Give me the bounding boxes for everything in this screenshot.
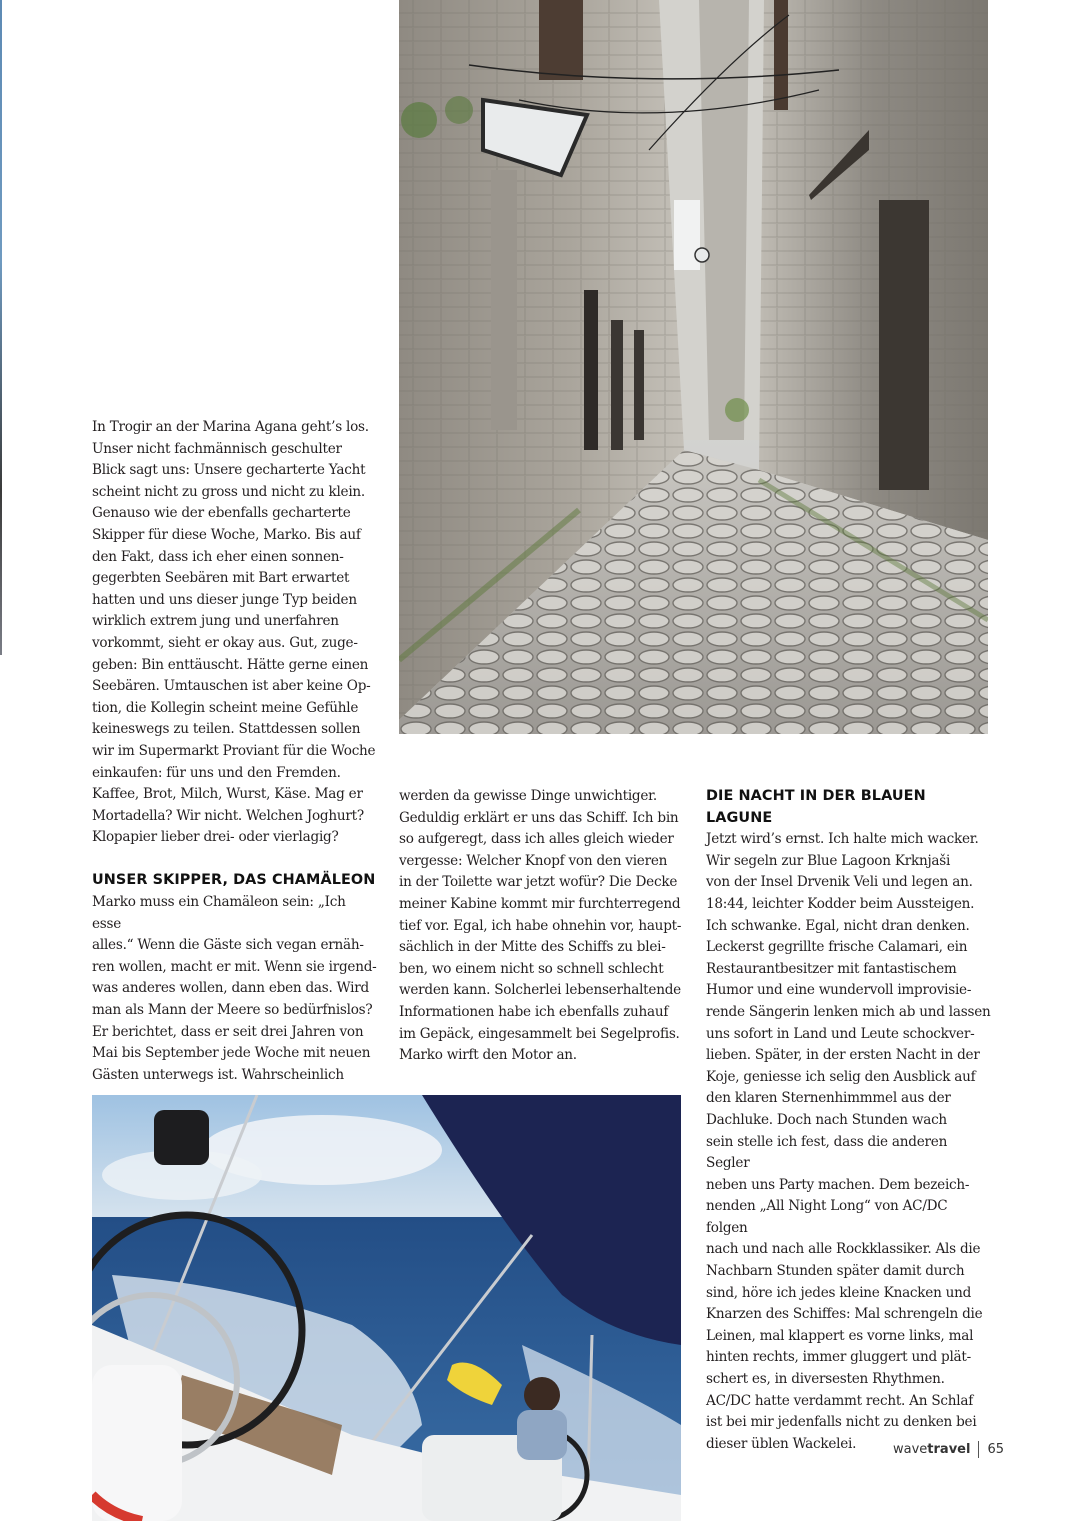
ship-paragraph: werden da gewisse Dinge unwichtiger. Geduldig erklärt er uns das Schiff. Ich bin so aufgeregt, dass ich alles gleich wieder vergesse: Welcher Knopf von den vieren in der Toilette war jetzt wofür? Die Decke meiner Kabine kommt mir furchterregend tief vor. Egal, ich habe ohnehin vor, haupt- sächlich in der Mitte des Schiffs zu blei- ben, wo einem nicht so schnell schlecht werden kann. Solcherlei lebenserhaltende Informationen habe ich ebenfalls zuhauf im Gepäck, eingesammelt bei Segelprofis. Marko wirft den Motor an.: [399, 788, 682, 1064]
previous-page-edge: [0, 0, 2, 655]
page-folio: [893, 1441, 1004, 1458]
article-column-1: [92, 417, 377, 1086]
article-column-3: [706, 786, 991, 1455]
skipper-paragraph: Marko muss ein Chamäleon sein: „Ich esse alles.“ Wenn die Gäste sich vegan ernäh- ren wollen, macht er mit. Wenn sie irgend- was anderes wollen, dann eben das. Wird man als Mann der Meere so bedürfnislos? Er berichtet, dass er seit drei Jahren von Mai bis September jede Woche mit neuen Gästen unterwegs ist. Wahrscheinlich: [92, 894, 377, 1083]
page-number: 65: [987, 1442, 1004, 1457]
article-column-2: [399, 786, 684, 1067]
section-heading-lagoon: DIE NACHT IN DER BLAUEN LAGUNE: [706, 788, 926, 826]
brand-travel: travel: [927, 1442, 971, 1457]
sailing-photo: [92, 1095, 681, 1521]
magazine-brand: [893, 1442, 970, 1457]
alley-photo: [399, 0, 988, 734]
lagoon-paragraph: Jetzt wird’s ernst. Ich halte mich wacker. Wir segeln zur Blue Lagoon Krknjaši von der Insel Drvenik Veli und legen an. 18:44, leichter Kodder beim Aussteigen. Ich schwanke. Egal, nicht dran denken. Leckerst gegrillte frische Calamari, ein Restaurantbesitzer mit fantastischem Humor und eine wundervoll improvisie- rende Sängerin lenken mich ab und lassen uns sofort in Land und Leute schockver- lieben. Später, in der ersten Nacht in der Koje, geniesse ich selig den Ausblick auf den klaren Sternenhimmmel aus der Dachluke. Doch nach Stunden wach sein stelle ich fest, dass die anderen Segler neben uns Party machen. Dem bezeich- nenden „All Night Long“ von AC/DC folgen nach und nach alle Rockklassiker. Als die Nachbarn Stunden später damit durch sind, höre ich jedes kleine Knacken und Knarzen des Schiffes: Mal schrengeln die Leinen, mal klappert es vorne links, mal hinten rechts, immer gluggert und plät- schert es, in diversesten Rhythmen. AC/DC hatte verdammt recht. An Schlaf ist bei mir jedenfalls nicht zu denken bei dieser üblen Wackelei.: [706, 831, 991, 1452]
intro-paragraph: In Trogir an der Marina Agana geht’s los. Unser nicht fachmännisch geschulter Blick sagt uns: Unsere gecharterte Yacht scheint nicht zu gross und nicht zu klein. Genauso wie der ebenfalls gecharterte Skipper für diese Woche, Marko. Bis auf den Fakt, dass ich eher einen sonnen- gegerbten Seebären mit Bart erwartet hatten und uns dieser junge Typ beiden wirklich extrem jung und unerfahren vorkommt, sieht er okay aus. Gut, zuge- geben: Bin enttäuscht. Hätte gerne einen Seebären. Umtauschen ist aber keine Op- tion, die Kollegin scheint meine Gefühle keineswegs zu teilen. Stattdessen sollen wir im Supermarkt Proviant für die Woche einkaufen: für uns und den Fremden. Kaffee, Brot, Milch, Wurst, Käse. Mag er Mortadella? Wir nicht. Welchen Joghurt? Klopapier lieber drei- oder vierlagig?: [92, 419, 376, 846]
alley-photo-illustration: [399, 0, 988, 734]
folio-divider: [978, 1441, 979, 1458]
section-heading-skipper: UNSER SKIPPER, DAS CHAMÄLEON: [92, 872, 376, 889]
brand-wave: wave: [893, 1442, 928, 1457]
sailing-photo-illustration: [92, 1095, 681, 1521]
